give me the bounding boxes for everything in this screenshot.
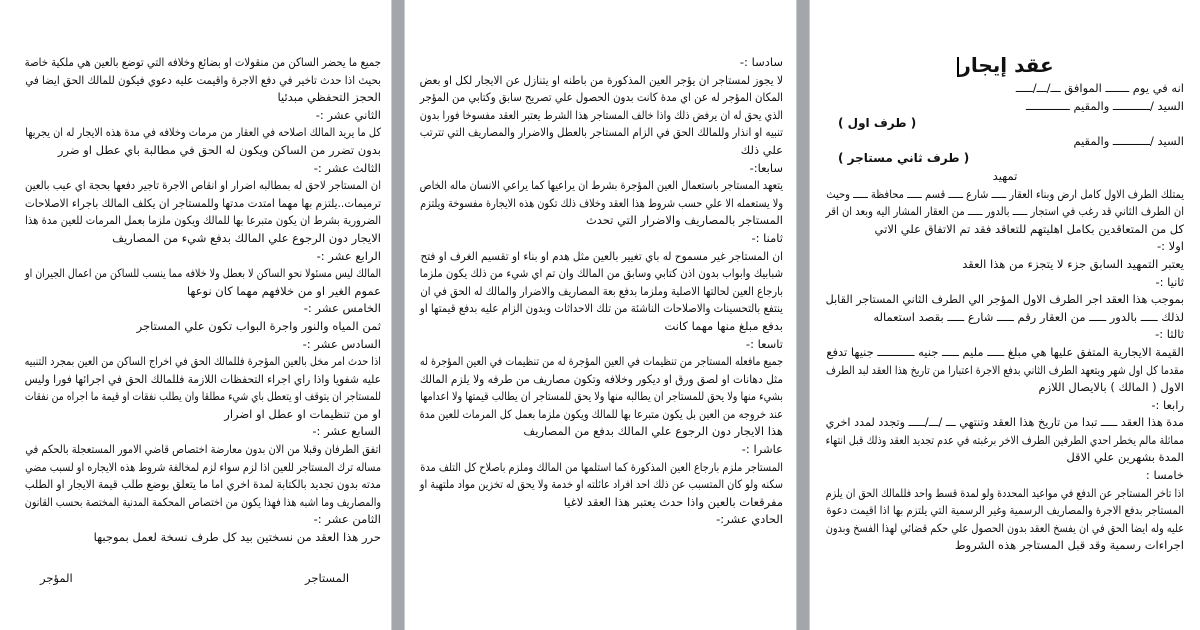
clause-heading: الثاني عشر :- xyxy=(315,107,381,122)
document-title xyxy=(826,50,1184,80)
text-line: هذا الايجار دون الرجوع علي المالك بدفع من المصاريف xyxy=(523,424,783,439)
text-line: بحيث اذا حدث تاخير في دفع الاجرة واقيمت عليه دعوي فيكون للمالك الحق ايضا في xyxy=(25,72,381,87)
text-line: اتفق الطرفان وقبلا من الان بدون معارضة اختصاص قاضي الامور المستعجلة بالحكم في xyxy=(25,442,382,457)
text-line: لا يجوز لمستاجر ان يؤجر العين المذكورة من باطنه او يتنازل عن الايجار لكل او بعض xyxy=(419,72,783,87)
text-line: علي ذلك xyxy=(740,142,783,157)
text-line: بارجاع العين لحالتها الاصلية وملزما بدفع بعة المصاريف والاضرار والمالك له الحق في ان xyxy=(420,283,783,298)
text-line: للمستاجر ان يتوقف او يتعطل باي شيء مطلقا وان يطلب نفقات او قيمة ما اجراه من نفقات xyxy=(24,389,381,404)
page-text xyxy=(826,50,1184,555)
text-line: والمصاريف وما اشبه هذا فهذا يكون من اختصاص المحكمة المدنية المختصة بحسب القانون xyxy=(24,494,381,509)
text-line: السيد /ـــــــــــ والمقيم ـــــــــــــ xyxy=(1025,98,1184,113)
text-line: المستاجر ملزم بارجاع العين المذكورة كما استلمها من المالك وملزم باصلاح كل التلف مدة xyxy=(420,459,783,474)
text-line: بدفع مبلغ منها مهما كانت xyxy=(664,318,783,333)
clause-heading: خامسا : xyxy=(1145,468,1184,483)
text-line: مماثلة مالم يخطر احدي الطرفين الطرف الاخر برغبته في عدم تجديد العقد وذلك قبل انتهاء xyxy=(825,432,1184,447)
text-line: المالك ليس مسئولا نحو الساكن لا بعطل ولا خلافه مما ينسب للساكن من اعمال الجيران او xyxy=(25,266,382,281)
signature-landlord: المؤجر xyxy=(40,571,73,585)
clause-heading: رابعا :- xyxy=(1151,397,1184,412)
page-text xyxy=(420,54,783,529)
text-line: الضرورية بشرط ان يكون متبرعا بها للمالك ويكون ملزما بعمل المرمات للعين مدة هذا xyxy=(25,213,382,228)
clause-heading: الحادي عشر:- xyxy=(716,512,783,527)
text-line: ينتفع بالتحسينات والاصلاحات الناشئة من تلك الاحداثات وبدون الزام عليه بدفع قيمتها او xyxy=(419,301,783,316)
text-line: مقدما كل اول شهر ويتعهد الطرف الثاني بدفع الاجرة اعتبارا من تاريخ هذا العقد لبد الطرف xyxy=(826,362,1184,377)
text-line: ترميمات..يلتزم بها مهما امتدت مدتها وللمستاجر ان يكلف المالك باجراء الاصلاحات xyxy=(24,195,382,210)
text-line: الذي يحق له ان يرفض ذلك واذا خالف المستاجر هذا الشرط يعتبر العقد مفسوخا فورا بدون xyxy=(419,107,783,122)
text-line: كل من المتعاقدين بكامل اهليتهم للتعاقد فقد تم الاتفاق علي الاتي xyxy=(874,221,1184,236)
text-line: انه في يوم ـــــــ الموافق ـــ/ـــ/ـــــ xyxy=(1015,81,1184,95)
text-line: بدون تضرر من الساكن ويكون له الحق في مطالبة باي عطل او ضرر xyxy=(57,142,381,157)
clause-heading: سابعا:- xyxy=(749,160,783,175)
text-line: عليه وله ايضا الحق في ان يفسخ العقد بدون الحصول علي حكم قضائي لهذا الفسخ وبدون xyxy=(825,520,1184,535)
signature-tenant: المستاجر xyxy=(305,571,350,585)
page-gutter xyxy=(391,0,405,630)
text-line: او من تنظيمات او عطل او اضرار xyxy=(224,406,381,421)
text-line: كل ما يريد المالك اصلاحه في العقار من مرمات وخلافه في مدة هذه الايجار له ان يجريها xyxy=(25,125,382,140)
text-line: يتعهد المستاجر باستعمال العين المؤجرة بشرط ان يراعيها كما يراعي الانسان ماله الخاص xyxy=(419,178,783,193)
text-line: السيد /ـــــــــــ والمقيم xyxy=(1073,133,1184,148)
contract-page-2 xyxy=(405,0,796,630)
text-line: القيمة الايجارية المتفق عليها هي مبلغ ـــــ مليم ـــــ جنيه ـــــــــــ جنيها تدفع xyxy=(826,344,1184,359)
text-line: يعتبر التمهيد السابق جزء لا يتجزء من هذا العقد xyxy=(962,256,1184,271)
clause-heading: الرابع عشر :- xyxy=(316,248,381,263)
text-line: مثل دهانات او لصق ورق او ديكور وخلافه وتكون مصاريف من طرفه ولا يلزم المالك xyxy=(419,371,783,386)
clause-heading: السادس عشر :- xyxy=(302,336,381,351)
text-line: المستاجر بدفع الاجرة والمصاريف الرسمية وغير الرسمية التي يلتزم بها اذا اقيمت دعوة xyxy=(826,503,1184,518)
text-line: الحجز التحفظي مبدئيا xyxy=(277,90,381,105)
clause-heading: عاشرا :- xyxy=(741,442,783,457)
text-line: ولا يستعمله الا علي حسب شروط هذا العقد وخلاف ذلك تكون هذه الايجارة مفسوخة ويلتزم xyxy=(420,195,783,210)
text-line: المدة بشهرين علي الاقل xyxy=(1066,450,1184,465)
text-line: عند خروجه من العين بل يكون متبرعا بها للمالك ويكون ملزما بعمل كل المرمات للعين مدة xyxy=(419,406,783,421)
clause-heading: الثامن عشر :- xyxy=(313,512,381,527)
text-line: المستاجر بالمصاريف والاضرار التي تحدث xyxy=(585,213,783,228)
text-line: لذلك ـــــ بالدور ـــــ من العقار رقم ـــــ شارع ـــــ بقصد استعماله xyxy=(873,309,1184,324)
text-line: جميع ما يحضر الساكن من منقولات او بضائع وخلافه التي توضع بالعين هي ملكية خاصة xyxy=(24,55,381,69)
page-gutter xyxy=(796,0,810,630)
text-line: مفرقعات بالعين واذا حدث يعتبر هذا العقد لاغيا xyxy=(563,494,783,509)
text-line: مدته بدون تجديد بالكتابة لمدة اخري اما ما يتعلق بوضع طلب قيمة الايجار او الطلب xyxy=(24,477,381,492)
text-line: عليه شفويا واذا راي اجراء التحفظات اللازمة فللمالك الحق في اجرائها فورا وليس xyxy=(24,371,381,386)
text-line: اجراءات رسمية وقد قبل المستاجر هذه الشروط xyxy=(954,538,1184,553)
text-line: المكان المؤجر له عن اي مدة كانت بدون الحصول علي تصريح سابق وكتابي من المؤجر xyxy=(419,90,783,105)
text-line: بشيء منها ولا يحق للمستاجر ان يطالبه منها ولا يحق للمستاجر ان يطالب قيمتها ولا اعدامها xyxy=(420,389,783,404)
text-line: الايجار دون الرجوع علي المالك بدفع شيء من المصاريف xyxy=(112,230,381,245)
text-line: ان الطرف الثاني قد رغب في استجار ـــــ بالدور ـــــ من العقار المشار اليه وبعد ان اقر xyxy=(825,204,1184,219)
clause-heading: ثانيا :- xyxy=(1155,274,1184,289)
text-line: تنبيه او انذار وللمالك الحق في الزام المستاجر بالعطل والاضرار والمصاريف التي تترتب xyxy=(419,125,783,140)
clause-heading: الخامس عشر :- xyxy=(303,301,381,316)
clause-heading: تاسعا :- xyxy=(745,336,783,351)
text-line: الاول ( المالك ) بالايصال اللازم xyxy=(1038,380,1184,395)
party-label xyxy=(826,150,1184,168)
section-heading: تمهيد xyxy=(992,168,1018,183)
text-line: سكنه ولو كان المتسبب عن ذلك احد افراد عائلته او خدمة ولا يحق له تخزين مواد ملتهبة او xyxy=(419,477,783,492)
page-text xyxy=(25,54,381,547)
clause-heading: اولا :- xyxy=(1157,239,1184,254)
party-label-text: ( طرف اول ) xyxy=(838,116,917,131)
text-line: يمتلك الطرف الاول كامل ارض وبناء العقار ـــــ شارع ـــــ قسم ـــــ محافظة ـــــ وحيث xyxy=(826,186,1184,201)
text-line: بموجب هذا العقد اجر الطرف الاول المؤجر الي الطرف الثاني المستاجر القابل xyxy=(825,292,1184,307)
clause-heading: السابع عشر :- xyxy=(312,424,381,439)
party-label-text: ( طرف ثاني مستاجر ) xyxy=(838,151,970,166)
text-line: مدة هذا العقد ـــــ تبدا من تاريخ هذا العقد وتنتهي ـــ /ـــ/ـــــ وتجدد لمدد اخري xyxy=(825,415,1184,430)
clause-heading: الثالث عشر :- xyxy=(313,160,381,175)
text-line: عموم الغير او من خلافهم مهما كان نوعها xyxy=(186,283,381,298)
clause-heading: ثالثا :- xyxy=(1155,327,1184,342)
text-line: حرر هذا العقد من نسختين بيد كل طرف نسخة لعمل بموجبها xyxy=(93,530,381,545)
contract-page-1 xyxy=(810,0,1200,630)
text-line: اذا تاخر المستاجر عن الدفع في مواعيد المحددة ولو لمدة قسط واحد فللمالك الحق ان يلزم xyxy=(825,485,1184,500)
text-line: ان المستاجر غير مسموح له باي تغيير بالعين مثل هدم او بناء او تقسيم الغرف او فتح xyxy=(420,248,783,263)
party-label xyxy=(826,115,1184,133)
clause-heading: ثامنا :- xyxy=(751,230,783,245)
text-line: ان المستاجر لاحق له بمطالبه اضرار او انقاص الاجرة تاجير دفعها بحجة اي عيب بالعين xyxy=(25,178,382,193)
title-text: عقد إيجار xyxy=(959,53,1054,77)
text-line: اذا حدث امر مخل بالعين المؤجرة فللمالك الحق في اخراج الساكن من العين بمجرد التنبيه xyxy=(24,354,381,369)
text-line: ثمن المياه والنور واجرة البواب تكون علي المستاجر xyxy=(136,318,381,333)
text-line: جميع مافعله المستاجر من تنظيمات في العين المؤجرة له من تنظيمات في العين المؤجرة له xyxy=(419,354,783,369)
text-line: مساله ترك المستاجر للعين اذا لزم سواء لزم لمخالفة شروط هذه الايجاره او لسبب مضي xyxy=(25,459,381,474)
text-line: شبابيك وابواب بدون اذن كتابي وسابق من المالك وان تم اي شيء من ذلك يكون ملزما xyxy=(419,266,783,281)
contract-page-3 xyxy=(0,0,391,630)
clause-heading: سادسا :- xyxy=(739,55,783,69)
